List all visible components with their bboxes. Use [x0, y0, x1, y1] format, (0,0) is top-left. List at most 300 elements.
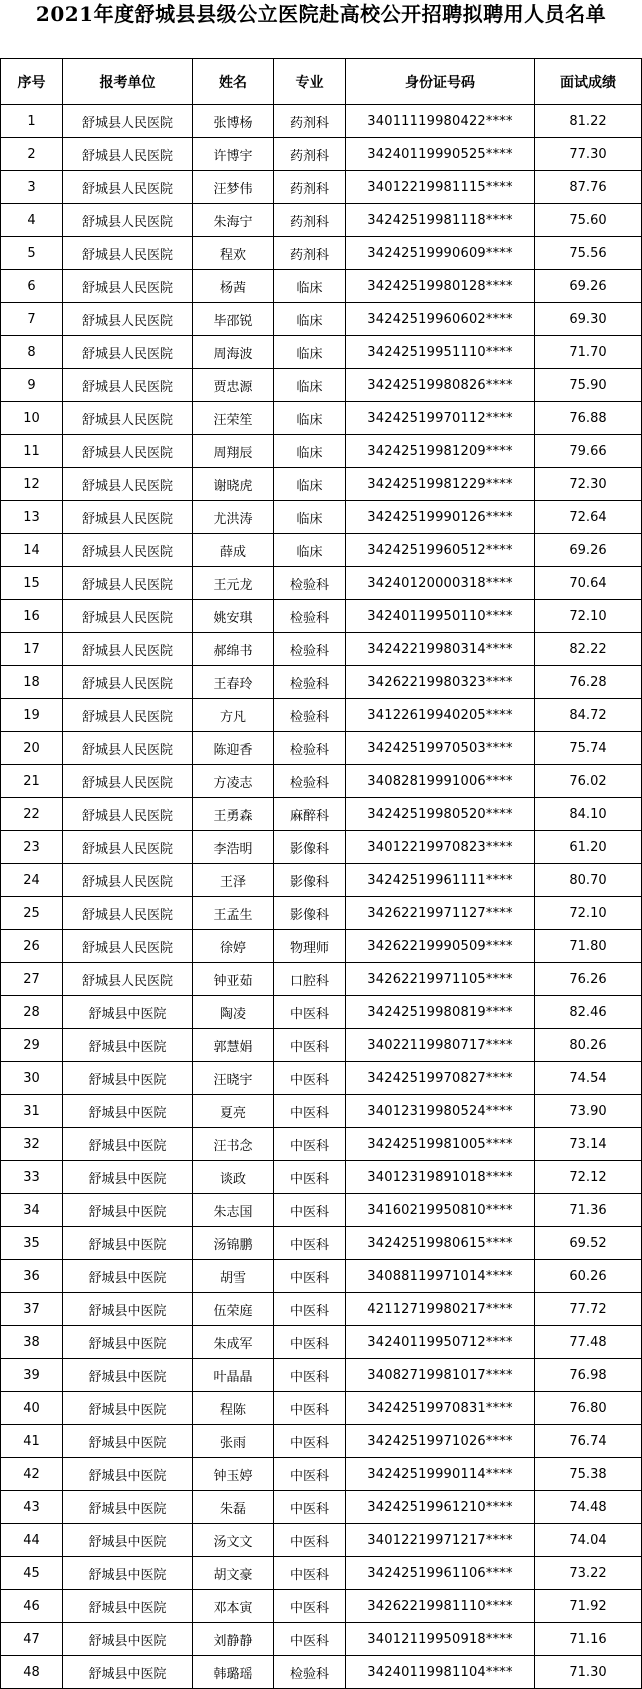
cell-name: 李浩明: [193, 831, 274, 864]
cell-score: 61.20: [535, 831, 642, 864]
cell-unit: 舒城县中医院: [63, 1029, 193, 1062]
cell-index: 5: [1, 237, 63, 270]
table-row: [1, 633, 642, 666]
cell-id-number: 34242519960512****: [346, 534, 535, 567]
cell-id-number: 34012319891018****: [346, 1161, 535, 1194]
cell-index: 35: [1, 1227, 63, 1260]
cell-id-number: 34242519961210****: [346, 1491, 535, 1524]
cell-name: 夏亮: [193, 1095, 274, 1128]
cell-unit: 舒城县人民医院: [63, 765, 193, 798]
table-row: [1, 1359, 642, 1392]
cell-id-number: 34262219971127****: [346, 897, 535, 930]
cell-id-number: 34088119971014****: [346, 1260, 535, 1293]
cell-unit: 舒城县人民医院: [63, 600, 193, 633]
cell-score: 69.26: [535, 270, 642, 303]
cell-index: 20: [1, 732, 63, 765]
cell-index: 17: [1, 633, 63, 666]
cell-index: 28: [1, 996, 63, 1029]
cell-score: 69.26: [535, 534, 642, 567]
cell-name: 伍荣庭: [193, 1293, 274, 1326]
table-row: [1, 270, 642, 303]
cell-index: 45: [1, 1557, 63, 1590]
cell-score: 84.10: [535, 798, 642, 831]
table-row: [1, 1557, 642, 1590]
cell-unit: 舒城县人民医院: [63, 930, 193, 963]
cell-score: 80.70: [535, 864, 642, 897]
cell-major: 中医科: [274, 1491, 346, 1524]
cell-score: 79.66: [535, 435, 642, 468]
cell-id-number: 34240119981104****: [346, 1656, 535, 1689]
cell-name: 王春玲: [193, 666, 274, 699]
cell-name: 朱志国: [193, 1194, 274, 1227]
table-row: [1, 996, 642, 1029]
cell-name: 郝绵书: [193, 633, 274, 666]
cell-index: 43: [1, 1491, 63, 1524]
cell-id-number: 34242519990609****: [346, 237, 535, 270]
cell-major: 检验科: [274, 732, 346, 765]
cell-index: 32: [1, 1128, 63, 1161]
table-row: [1, 798, 642, 831]
cell-id-number: 34262219990509****: [346, 930, 535, 963]
table-header-row: [1, 59, 642, 105]
cell-major: 药剂科: [274, 105, 346, 138]
cell-unit: 舒城县人民医院: [63, 435, 193, 468]
cell-index: 19: [1, 699, 63, 732]
cell-unit: 舒城县人民医院: [63, 336, 193, 369]
cell-unit: 舒城县中医院: [63, 1062, 193, 1095]
cell-unit: 舒城县中医院: [63, 1095, 193, 1128]
cell-major: 临床: [274, 336, 346, 369]
table-row: [1, 864, 642, 897]
cell-unit: 舒城县中医院: [63, 1425, 193, 1458]
table-row: [1, 600, 642, 633]
cell-score: 72.64: [535, 501, 642, 534]
cell-score: 69.52: [535, 1227, 642, 1260]
cell-id-number: 34240120000318****: [346, 567, 535, 600]
cell-major: 中医科: [274, 1260, 346, 1293]
cell-score: 71.80: [535, 930, 642, 963]
cell-unit: 舒城县人民医院: [63, 237, 193, 270]
table-row: [1, 1293, 642, 1326]
cell-major: 中医科: [274, 1095, 346, 1128]
cell-name: 朱海宁: [193, 204, 274, 237]
table-row: [1, 831, 642, 864]
cell-name: 谢晓虎: [193, 468, 274, 501]
cell-name: 周翔辰: [193, 435, 274, 468]
cell-score: 76.98: [535, 1359, 642, 1392]
cell-id-number: 34242519970503****: [346, 732, 535, 765]
cell-index: 9: [1, 369, 63, 402]
cell-score: 76.26: [535, 963, 642, 996]
cell-major: 麻醉科: [274, 798, 346, 831]
cell-index: 39: [1, 1359, 63, 1392]
table-row: [1, 402, 642, 435]
cell-name: 汤锦鹏: [193, 1227, 274, 1260]
cell-score: 73.14: [535, 1128, 642, 1161]
table-row: [1, 1491, 642, 1524]
column-header-id-number: 身份证号码: [346, 59, 535, 105]
cell-score: 60.26: [535, 1260, 642, 1293]
table-row: [1, 237, 642, 270]
table-row: [1, 1392, 642, 1425]
table-row: [1, 534, 642, 567]
cell-unit: 舒城县人民医院: [63, 468, 193, 501]
cell-score: 76.02: [535, 765, 642, 798]
table-row: [1, 1128, 642, 1161]
cell-unit: 舒城县人民医院: [63, 303, 193, 336]
cell-name: 薛成: [193, 534, 274, 567]
cell-id-number: 34242519980826****: [346, 369, 535, 402]
cell-id-number: 42112719980217****: [346, 1293, 535, 1326]
cell-unit: 舒城县人民医院: [63, 732, 193, 765]
cell-major: 中医科: [274, 1293, 346, 1326]
cell-id-number: 34242519970827****: [346, 1062, 535, 1095]
cell-unit: 舒城县人民医院: [63, 138, 193, 171]
cell-major: 检验科: [274, 699, 346, 732]
cell-index: 1: [1, 105, 63, 138]
cell-score: 70.64: [535, 567, 642, 600]
cell-unit: 舒城县人民医院: [63, 963, 193, 996]
cell-major: 中医科: [274, 1194, 346, 1227]
cell-score: 77.72: [535, 1293, 642, 1326]
table-row: [1, 1458, 642, 1491]
cell-score: 76.28: [535, 666, 642, 699]
cell-index: 24: [1, 864, 63, 897]
cell-major: 口腔科: [274, 963, 346, 996]
cell-major: 检验科: [274, 1656, 346, 1689]
cell-score: 87.76: [535, 171, 642, 204]
cell-id-number: 34262219971105****: [346, 963, 535, 996]
cell-index: 25: [1, 897, 63, 930]
cell-index: 12: [1, 468, 63, 501]
cell-score: 75.90: [535, 369, 642, 402]
cell-score: 73.90: [535, 1095, 642, 1128]
cell-score: 71.70: [535, 336, 642, 369]
column-header-name: 姓名: [193, 59, 274, 105]
cell-id-number: 34240119990525****: [346, 138, 535, 171]
cell-index: 33: [1, 1161, 63, 1194]
cell-name: 郭慧娟: [193, 1029, 274, 1062]
cell-id-number: 34012219970823****: [346, 831, 535, 864]
cell-major: 中医科: [274, 1359, 346, 1392]
cell-id-number: 34242519980819****: [346, 996, 535, 1029]
cell-major: 检验科: [274, 765, 346, 798]
cell-major: 影像科: [274, 831, 346, 864]
cell-score: 75.60: [535, 204, 642, 237]
cell-score: 81.22: [535, 105, 642, 138]
cell-major: 中医科: [274, 1128, 346, 1161]
table-row: [1, 1590, 642, 1623]
cell-major: 中医科: [274, 1062, 346, 1095]
cell-index: 4: [1, 204, 63, 237]
table-row: [1, 303, 642, 336]
cell-major: 临床: [274, 501, 346, 534]
cell-major: 临床: [274, 303, 346, 336]
cell-unit: 舒城县人民医院: [63, 534, 193, 567]
cell-name: 王泽: [193, 864, 274, 897]
cell-score: 76.80: [535, 1392, 642, 1425]
table-row: [1, 1260, 642, 1293]
cell-name: 张雨: [193, 1425, 274, 1458]
cell-index: 38: [1, 1326, 63, 1359]
cell-unit: 舒城县中医院: [63, 1656, 193, 1689]
cell-index: 37: [1, 1293, 63, 1326]
cell-major: 临床: [274, 468, 346, 501]
cell-name: 王勇森: [193, 798, 274, 831]
cell-score: 74.54: [535, 1062, 642, 1095]
cell-score: 75.56: [535, 237, 642, 270]
cell-score: 76.88: [535, 402, 642, 435]
table-row: [1, 369, 642, 402]
candidate-table: [0, 58, 642, 1689]
cell-unit: 舒城县中医院: [63, 1392, 193, 1425]
table-row: [1, 699, 642, 732]
cell-major: 临床: [274, 369, 346, 402]
cell-id-number: 34011119980422****: [346, 105, 535, 138]
cell-name: 汪梦伟: [193, 171, 274, 204]
cell-score: 72.12: [535, 1161, 642, 1194]
column-header-major: 专业: [274, 59, 346, 105]
table-row: [1, 963, 642, 996]
cell-name: 程陈: [193, 1392, 274, 1425]
cell-unit: 舒城县人民医院: [63, 798, 193, 831]
cell-name: 许博宇: [193, 138, 274, 171]
cell-name: 王元龙: [193, 567, 274, 600]
cell-major: 药剂科: [274, 138, 346, 171]
cell-index: 30: [1, 1062, 63, 1095]
table-row: [1, 1062, 642, 1095]
cell-score: 80.26: [535, 1029, 642, 1062]
table-row: [1, 666, 642, 699]
cell-unit: 舒城县人民医院: [63, 369, 193, 402]
cell-score: 71.16: [535, 1623, 642, 1656]
cell-id-number: 34240119950712****: [346, 1326, 535, 1359]
cell-index: 22: [1, 798, 63, 831]
cell-major: 检验科: [274, 600, 346, 633]
cell-index: 21: [1, 765, 63, 798]
cell-score: 74.04: [535, 1524, 642, 1557]
cell-major: 药剂科: [274, 204, 346, 237]
cell-major: 临床: [274, 270, 346, 303]
cell-major: 中医科: [274, 1557, 346, 1590]
cell-name: 杨茜: [193, 270, 274, 303]
cell-index: 44: [1, 1524, 63, 1557]
cell-unit: 舒城县中医院: [63, 1557, 193, 1590]
cell-major: 中医科: [274, 1458, 346, 1491]
cell-id-number: 34242519971026****: [346, 1425, 535, 1458]
table-row: [1, 435, 642, 468]
cell-index: 18: [1, 666, 63, 699]
cell-id-number: 34242519980520****: [346, 798, 535, 831]
cell-name: 徐婷: [193, 930, 274, 963]
cell-name: 王孟生: [193, 897, 274, 930]
cell-id-number: 34012119950918****: [346, 1623, 535, 1656]
cell-id-number: 34242519990114****: [346, 1458, 535, 1491]
cell-id-number: 34012319980524****: [346, 1095, 535, 1128]
cell-index: 42: [1, 1458, 63, 1491]
table-row: [1, 1623, 642, 1656]
cell-major: 检验科: [274, 633, 346, 666]
cell-index: 46: [1, 1590, 63, 1623]
cell-name: 朱磊: [193, 1491, 274, 1524]
cell-unit: 舒城县人民医院: [63, 501, 193, 534]
cell-score: 74.48: [535, 1491, 642, 1524]
cell-major: 中医科: [274, 996, 346, 1029]
cell-index: 16: [1, 600, 63, 633]
cell-score: 77.30: [535, 138, 642, 171]
cell-index: 13: [1, 501, 63, 534]
cell-name: 谈政: [193, 1161, 274, 1194]
cell-name: 方凡: [193, 699, 274, 732]
table-row: [1, 171, 642, 204]
cell-name: 程欢: [193, 237, 274, 270]
cell-name: 邓本寅: [193, 1590, 274, 1623]
page-title: 2021年度舒城县县级公立医院赴高校公开招聘拟聘用人员名单: [35, 2, 607, 26]
table-row: [1, 1425, 642, 1458]
table-row: [1, 930, 642, 963]
table-row: [1, 501, 642, 534]
cell-id-number: 34012219981115****: [346, 171, 535, 204]
cell-major: 检验科: [274, 567, 346, 600]
cell-id-number: 34242519961111****: [346, 864, 535, 897]
cell-unit: 舒城县中医院: [63, 1128, 193, 1161]
cell-id-number: 34022119980717****: [346, 1029, 535, 1062]
cell-name: 汪荣笙: [193, 402, 274, 435]
cell-major: 中医科: [274, 1227, 346, 1260]
cell-score: 71.92: [535, 1590, 642, 1623]
cell-major: 中医科: [274, 1326, 346, 1359]
cell-unit: 舒城县中医院: [63, 996, 193, 1029]
cell-unit: 舒城县人民医院: [63, 204, 193, 237]
cell-name: 贾忠源: [193, 369, 274, 402]
table-row: [1, 567, 642, 600]
cell-major: 影像科: [274, 897, 346, 930]
cell-id-number: 34262219980323****: [346, 666, 535, 699]
cell-id-number: 34242519970831****: [346, 1392, 535, 1425]
column-header-interview-score: 面试成绩: [535, 59, 642, 105]
cell-index: 47: [1, 1623, 63, 1656]
cell-index: 2: [1, 138, 63, 171]
table-row: [1, 1095, 642, 1128]
cell-id-number: 34242519981209****: [346, 435, 535, 468]
cell-name: 尤洪涛: [193, 501, 274, 534]
table-row: [1, 336, 642, 369]
cell-unit: 舒城县中医院: [63, 1161, 193, 1194]
cell-unit: 舒城县人民医院: [63, 831, 193, 864]
column-header-index: 序号: [1, 59, 63, 105]
cell-index: 3: [1, 171, 63, 204]
cell-name: 陶凌: [193, 996, 274, 1029]
table-row: [1, 138, 642, 171]
cell-name: 胡文豪: [193, 1557, 274, 1590]
cell-unit: 舒城县中医院: [63, 1293, 193, 1326]
cell-name: 姚安琪: [193, 600, 274, 633]
cell-id-number: 34082819991006****: [346, 765, 535, 798]
cell-index: 14: [1, 534, 63, 567]
table-row: [1, 468, 642, 501]
cell-score: 72.10: [535, 600, 642, 633]
cell-score: 75.38: [535, 1458, 642, 1491]
cell-unit: 舒城县人民医院: [63, 864, 193, 897]
cell-unit: 舒城县中医院: [63, 1524, 193, 1557]
cell-id-number: 34160219950810****: [346, 1194, 535, 1227]
cell-unit: 舒城县中医院: [63, 1326, 193, 1359]
cell-index: 40: [1, 1392, 63, 1425]
cell-unit: 舒城县中医院: [63, 1590, 193, 1623]
cell-score: 72.10: [535, 897, 642, 930]
cell-id-number: 34242519951110****: [346, 336, 535, 369]
cell-index: 26: [1, 930, 63, 963]
cell-major: 中医科: [274, 1623, 346, 1656]
cell-name: 胡雪: [193, 1260, 274, 1293]
cell-id-number: 34242519960602****: [346, 303, 535, 336]
cell-score: 71.30: [535, 1656, 642, 1689]
cell-id-number: 34082719981017****: [346, 1359, 535, 1392]
cell-major: 中医科: [274, 1524, 346, 1557]
cell-index: 7: [1, 303, 63, 336]
cell-name: 韩璐瑶: [193, 1656, 274, 1689]
cell-name: 叶晶晶: [193, 1359, 274, 1392]
cell-unit: 舒城县中医院: [63, 1227, 193, 1260]
table-row: [1, 1227, 642, 1260]
cell-unit: 舒城县人民医院: [63, 897, 193, 930]
cell-score: 72.30: [535, 468, 642, 501]
cell-name: 方凌志: [193, 765, 274, 798]
cell-name: 钟亚茹: [193, 963, 274, 996]
cell-unit: 舒城县中医院: [63, 1194, 193, 1227]
column-header-unit: 报考单位: [63, 59, 193, 105]
cell-name: 汪晓宇: [193, 1062, 274, 1095]
cell-index: 8: [1, 336, 63, 369]
cell-id-number: 34262219981110****: [346, 1590, 535, 1623]
cell-id-number: 34240119950110****: [346, 600, 535, 633]
cell-major: 中医科: [274, 1029, 346, 1062]
cell-major: 中医科: [274, 1392, 346, 1425]
cell-score: 69.30: [535, 303, 642, 336]
cell-name: 周海波: [193, 336, 274, 369]
table-row: [1, 1656, 642, 1689]
cell-index: 27: [1, 963, 63, 996]
cell-unit: 舒城县中医院: [63, 1260, 193, 1293]
cell-index: 10: [1, 402, 63, 435]
cell-id-number: 34242519981118****: [346, 204, 535, 237]
cell-index: 6: [1, 270, 63, 303]
cell-name: 汪书念: [193, 1128, 274, 1161]
cell-id-number: 34242519980128****: [346, 270, 535, 303]
table-row: [1, 1326, 642, 1359]
table-row: [1, 204, 642, 237]
cell-name: 钟玉婷: [193, 1458, 274, 1491]
cell-name: 张博杨: [193, 105, 274, 138]
cell-index: 36: [1, 1260, 63, 1293]
cell-major: 影像科: [274, 864, 346, 897]
cell-score: 84.72: [535, 699, 642, 732]
cell-major: 中医科: [274, 1161, 346, 1194]
cell-unit: 舒城县中医院: [63, 1458, 193, 1491]
table-row: [1, 1029, 642, 1062]
cell-major: 中医科: [274, 1425, 346, 1458]
cell-unit: 舒城县人民医院: [63, 171, 193, 204]
cell-unit: 舒城县人民医院: [63, 666, 193, 699]
cell-index: 23: [1, 831, 63, 864]
cell-unit: 舒城县中医院: [63, 1623, 193, 1656]
cell-unit: 舒城县人民医院: [63, 270, 193, 303]
cell-unit: 舒城县人民医院: [63, 633, 193, 666]
table-row: [1, 732, 642, 765]
cell-index: 48: [1, 1656, 63, 1689]
cell-unit: 舒城县人民医院: [63, 699, 193, 732]
cell-index: 11: [1, 435, 63, 468]
